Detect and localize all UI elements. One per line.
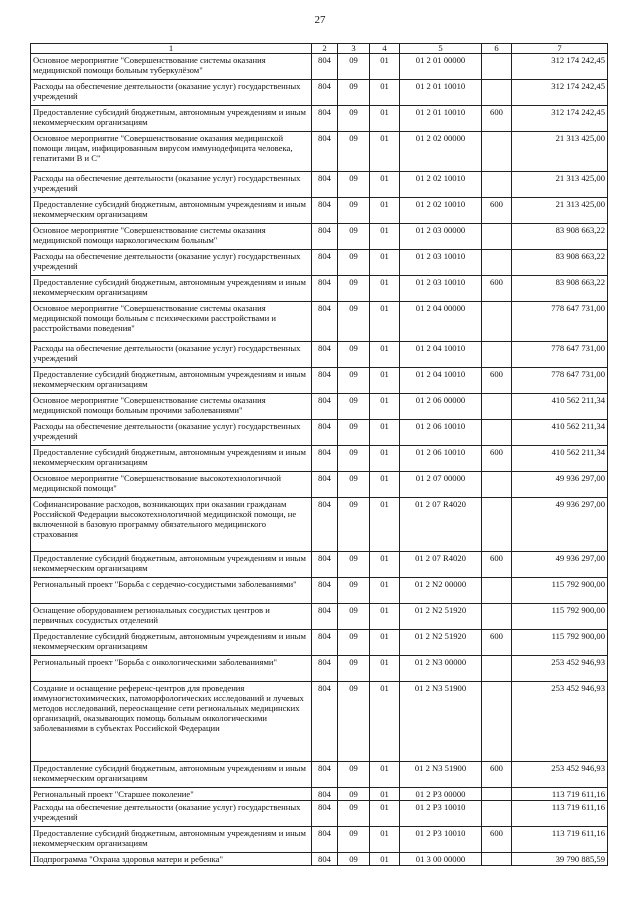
row-name: Предоставление субсидий бюджетным, автономным учреждениям и иным некоммерческим организациям <box>31 630 312 656</box>
row-amount: 312 174 242,45 <box>512 80 608 106</box>
section-code: 09 <box>338 446 370 472</box>
subsection-code: 01 <box>370 250 400 276</box>
section-code: 09 <box>338 552 370 578</box>
section-code: 09 <box>338 604 370 630</box>
table-row <box>31 446 608 472</box>
subsection-code: 01 <box>370 224 400 250</box>
row-amount: 778 647 731,00 <box>512 368 608 394</box>
grbs-code: 804 <box>312 762 338 788</box>
row-name: Основное мероприятие "Совершенствование системы оказания медицинской помощи больным с психическими расстройствами и расстройствами поведения" <box>31 302 312 342</box>
section-code: 09 <box>338 198 370 224</box>
expense-type-code: 600 <box>482 446 512 472</box>
table-row <box>31 630 608 656</box>
row-name: Основное мероприятие "Совершенствование высокотехнологичной медицинской помощи" <box>31 472 312 498</box>
page-number: 27 <box>314 14 326 26</box>
row-amount: 115 792 900,00 <box>512 578 608 604</box>
table-row <box>31 224 608 250</box>
grbs-code: 804 <box>312 80 338 106</box>
target-article-code: 01 2 01 00000 <box>400 54 482 80</box>
grbs-code: 804 <box>312 682 338 762</box>
expense-type-code <box>482 801 512 827</box>
expense-type-code <box>482 80 512 106</box>
table-row <box>31 302 608 342</box>
section-code: 09 <box>338 54 370 80</box>
target-article-code: 01 2 N3 00000 <box>400 656 482 682</box>
row-amount: 115 792 900,00 <box>512 630 608 656</box>
table-row <box>31 472 608 498</box>
expense-type-code <box>482 250 512 276</box>
column-number: 1 <box>31 44 312 54</box>
subsection-code: 01 <box>370 604 400 630</box>
target-article-code: 01 2 01 10010 <box>400 106 482 132</box>
grbs-code: 804 <box>312 132 338 172</box>
subsection-code: 01 <box>370 276 400 302</box>
subsection-code: 01 <box>370 801 400 827</box>
table-row <box>31 80 608 106</box>
row-amount: 115 792 900,00 <box>512 604 608 630</box>
row-name: Предоставление субсидий бюджетным, автономным учреждениям и иным некоммерческим организациям <box>31 827 312 853</box>
row-name: Основное мероприятие "Совершенствование оказания медицинской помощи лицам, инфицированным вирусом иммунодефицита человека, гепатитами В и С" <box>31 132 312 172</box>
section-code: 09 <box>338 656 370 682</box>
subsection-code: 01 <box>370 368 400 394</box>
row-amount: 410 562 211,34 <box>512 446 608 472</box>
section-code: 09 <box>338 827 370 853</box>
grbs-code: 804 <box>312 498 338 552</box>
subsection-code: 01 <box>370 302 400 342</box>
row-name: Расходы на обеспечение деятельности (оказание услуг) государственных учреждений <box>31 342 312 368</box>
row-amount: 410 562 211,34 <box>512 420 608 446</box>
column-number: 2 <box>312 44 338 54</box>
target-article-code: 01 2 P3 00000 <box>400 788 482 801</box>
subsection-code: 01 <box>370 342 400 368</box>
table-row <box>31 106 608 132</box>
row-amount: 113 719 611,16 <box>512 788 608 801</box>
row-amount: 778 647 731,00 <box>512 302 608 342</box>
table-row <box>31 656 608 682</box>
section-code: 09 <box>338 250 370 276</box>
target-article-code: 01 2 07 R4020 <box>400 552 482 578</box>
section-code: 09 <box>338 172 370 198</box>
expense-type-code: 600 <box>482 630 512 656</box>
subsection-code: 01 <box>370 578 400 604</box>
grbs-code: 804 <box>312 250 338 276</box>
grbs-code: 804 <box>312 472 338 498</box>
grbs-code: 804 <box>312 827 338 853</box>
table-row <box>31 827 608 853</box>
subsection-code: 01 <box>370 853 400 866</box>
subsection-code: 01 <box>370 552 400 578</box>
subsection-code: 01 <box>370 827 400 853</box>
row-name: Расходы на обеспечение деятельности (оказание услуг) государственных учреждений <box>31 420 312 446</box>
target-article-code: 01 2 P3 10010 <box>400 827 482 853</box>
row-name: Предоставление субсидий бюджетным, автономным учреждениям и иным некоммерческим организациям <box>31 368 312 394</box>
row-name: Основное мероприятие "Совершенствование системы оказания медицинской помощи больным туберкулёзом" <box>31 54 312 80</box>
section-code: 09 <box>338 682 370 762</box>
expense-type-code: 600 <box>482 198 512 224</box>
column-number-row <box>31 44 608 54</box>
section-code: 09 <box>338 342 370 368</box>
expense-type-code <box>482 788 512 801</box>
row-amount: 49 936 297,00 <box>512 472 608 498</box>
subsection-code: 01 <box>370 762 400 788</box>
section-code: 09 <box>338 472 370 498</box>
table-row <box>31 132 608 172</box>
target-article-code: 01 2 04 10010 <box>400 368 482 394</box>
target-article-code: 01 2 N2 51920 <box>400 630 482 656</box>
grbs-code: 804 <box>312 198 338 224</box>
expense-type-code <box>482 604 512 630</box>
expense-type-code: 600 <box>482 368 512 394</box>
expense-type-code: 600 <box>482 106 512 132</box>
target-article-code: 01 2 07 R4020 <box>400 498 482 552</box>
grbs-code: 804 <box>312 172 338 198</box>
target-article-code: 01 2 04 00000 <box>400 302 482 342</box>
section-code: 09 <box>338 420 370 446</box>
section-code: 09 <box>338 394 370 420</box>
row-name: Региональный проект "Старшее поколение" <box>31 788 312 801</box>
row-name: Предоставление субсидий бюджетным, автономным учреждениям и иным некоммерческим организациям <box>31 106 312 132</box>
subsection-code: 01 <box>370 498 400 552</box>
row-amount: 83 908 663,22 <box>512 224 608 250</box>
section-code: 09 <box>338 368 370 394</box>
table-row <box>31 788 608 801</box>
expense-type-code: 600 <box>482 552 512 578</box>
grbs-code: 804 <box>312 394 338 420</box>
section-code: 09 <box>338 224 370 250</box>
row-name: Оснащение оборудованием региональных сосудистых центров и первичных сосудистых отделений <box>31 604 312 630</box>
row-name: Предоставление субсидий бюджетным, автономным учреждениям и иным некоммерческим организациям <box>31 552 312 578</box>
section-code: 09 <box>338 106 370 132</box>
section-code: 09 <box>338 630 370 656</box>
section-code: 09 <box>338 80 370 106</box>
target-article-code: 01 2 02 10010 <box>400 172 482 198</box>
section-code: 09 <box>338 853 370 866</box>
column-number: 7 <box>512 44 608 54</box>
section-code: 09 <box>338 762 370 788</box>
expense-type-code <box>482 472 512 498</box>
row-amount: 778 647 731,00 <box>512 342 608 368</box>
column-number: 3 <box>338 44 370 54</box>
target-article-code: 01 2 06 10010 <box>400 446 482 472</box>
row-amount: 39 790 885,59 <box>512 853 608 866</box>
expense-type-code <box>482 853 512 866</box>
subsection-code: 01 <box>370 656 400 682</box>
row-amount: 253 452 946,93 <box>512 762 608 788</box>
grbs-code: 804 <box>312 604 338 630</box>
table-row <box>31 552 608 578</box>
row-name: Предоставление субсидий бюджетным, автономным учреждениям и иным некоммерческим организациям <box>31 762 312 788</box>
row-name: Софинансирование расходов, возникающих при оказании гражданам Российской Федерации высокотехнологичной медицинской помощи, не включенной в базовую программу обязательного медицинского страхования <box>31 498 312 552</box>
row-amount: 113 719 611,16 <box>512 827 608 853</box>
expense-type-code <box>482 224 512 250</box>
target-article-code: 01 2 03 10010 <box>400 250 482 276</box>
grbs-code: 804 <box>312 788 338 801</box>
row-amount: 410 562 211,34 <box>512 394 608 420</box>
grbs-code: 804 <box>312 853 338 866</box>
expense-type-code: 600 <box>482 827 512 853</box>
table-row <box>31 420 608 446</box>
target-article-code: 01 2 04 10010 <box>400 342 482 368</box>
target-article-code: 01 2 N2 00000 <box>400 578 482 604</box>
subsection-code: 01 <box>370 132 400 172</box>
subsection-code: 01 <box>370 198 400 224</box>
column-number: 6 <box>482 44 512 54</box>
section-code: 09 <box>338 578 370 604</box>
target-article-code: 01 2 01 10010 <box>400 80 482 106</box>
section-code: 09 <box>338 498 370 552</box>
grbs-code: 804 <box>312 368 338 394</box>
row-name: Предоставление субсидий бюджетным, автономным учреждениям и иным некоммерческим организациям <box>31 446 312 472</box>
budget-table <box>30 43 608 866</box>
section-code: 09 <box>338 132 370 172</box>
row-name: Подпрограмма "Охрана здоровья матери и ребенка" <box>31 853 312 866</box>
subsection-code: 01 <box>370 54 400 80</box>
expense-type-code <box>482 172 512 198</box>
grbs-code: 804 <box>312 420 338 446</box>
subsection-code: 01 <box>370 394 400 420</box>
table-row <box>31 198 608 224</box>
row-amount: 49 936 297,00 <box>512 552 608 578</box>
expense-type-code <box>482 394 512 420</box>
table-row <box>31 762 608 788</box>
budget-table-body <box>31 44 608 866</box>
row-name: Расходы на обеспечение деятельности (оказание услуг) государственных учреждений <box>31 172 312 198</box>
target-article-code: 01 2 N3 51900 <box>400 762 482 788</box>
grbs-code: 804 <box>312 224 338 250</box>
row-amount: 83 908 663,22 <box>512 276 608 302</box>
table-row <box>31 394 608 420</box>
expense-type-code <box>482 420 512 446</box>
subsection-code: 01 <box>370 106 400 132</box>
subsection-code: 01 <box>370 446 400 472</box>
table-row <box>31 250 608 276</box>
table-row <box>31 276 608 302</box>
row-name: Создание и оснащение референс-центров для проведения иммуногистохимических, патоморфологических исследований и лучевых методов исследований, переоснащение сети региональных медицинских организаций, оказывающих помощь больным онкологическими заболеваниями в субъектах Российской Федерации <box>31 682 312 762</box>
row-amount: 113 719 611,16 <box>512 801 608 827</box>
subsection-code: 01 <box>370 788 400 801</box>
target-article-code: 01 2 07 00000 <box>400 472 482 498</box>
grbs-code: 804 <box>312 446 338 472</box>
row-amount: 21 313 425,00 <box>512 132 608 172</box>
row-name: Региональный проект "Борьба с онкологическими заболеваниями" <box>31 656 312 682</box>
target-article-code: 01 2 06 10010 <box>400 420 482 446</box>
section-code: 09 <box>338 801 370 827</box>
table-row <box>31 368 608 394</box>
table-row <box>31 801 608 827</box>
target-article-code: 01 2 02 00000 <box>400 132 482 172</box>
grbs-code: 804 <box>312 276 338 302</box>
table-row <box>31 342 608 368</box>
row-amount: 253 452 946,93 <box>512 656 608 682</box>
column-number: 4 <box>370 44 400 54</box>
section-code: 09 <box>338 276 370 302</box>
target-article-code: 01 2 03 10010 <box>400 276 482 302</box>
row-name: Расходы на обеспечение деятельности (оказание услуг) государственных учреждений <box>31 801 312 827</box>
expense-type-code <box>482 302 512 342</box>
row-amount: 21 313 425,00 <box>512 172 608 198</box>
column-number: 5 <box>400 44 482 54</box>
subsection-code: 01 <box>370 420 400 446</box>
grbs-code: 804 <box>312 656 338 682</box>
grbs-code: 804 <box>312 302 338 342</box>
grbs-code: 804 <box>312 578 338 604</box>
row-name: Основное мероприятие "Совершенствование системы оказания медицинской помощи наркологическим больным" <box>31 224 312 250</box>
table-row <box>31 578 608 604</box>
expense-type-code: 600 <box>482 762 512 788</box>
grbs-code: 804 <box>312 54 338 80</box>
grbs-code: 804 <box>312 630 338 656</box>
table-row <box>31 853 608 866</box>
row-name: Предоставление субсидий бюджетным, автономным учреждениям и иным некоммерческим организациям <box>31 276 312 302</box>
subsection-code: 01 <box>370 682 400 762</box>
expense-type-code <box>482 132 512 172</box>
table-row <box>31 172 608 198</box>
row-name: Предоставление субсидий бюджетным, автономным учреждениям и иным некоммерческим организациям <box>31 198 312 224</box>
target-article-code: 01 2 N3 51900 <box>400 682 482 762</box>
expense-type-code <box>482 54 512 80</box>
table-row <box>31 682 608 762</box>
row-name: Расходы на обеспечение деятельности (оказание услуг) государственных учреждений <box>31 80 312 106</box>
table-row <box>31 54 608 80</box>
target-article-code: 01 3 00 00000 <box>400 853 482 866</box>
expense-type-code <box>482 656 512 682</box>
subsection-code: 01 <box>370 472 400 498</box>
grbs-code: 804 <box>312 801 338 827</box>
table-row <box>31 498 608 552</box>
expense-type-code <box>482 682 512 762</box>
row-name: Региональный проект "Борьба с сердечно-сосудистыми заболеваниями" <box>31 578 312 604</box>
target-article-code: 01 2 P3 10010 <box>400 801 482 827</box>
row-name: Основное мероприятие "Совершенствование системы оказания медицинской помощи больным прочими заболеваниями" <box>31 394 312 420</box>
row-amount: 312 174 242,45 <box>512 54 608 80</box>
row-amount: 83 908 663,22 <box>512 250 608 276</box>
target-article-code: 01 2 06 00000 <box>400 394 482 420</box>
target-article-code: 01 2 03 00000 <box>400 224 482 250</box>
subsection-code: 01 <box>370 630 400 656</box>
table-row <box>31 604 608 630</box>
target-article-code: 01 2 N2 51920 <box>400 604 482 630</box>
target-article-code: 01 2 02 10010 <box>400 198 482 224</box>
subsection-code: 01 <box>370 172 400 198</box>
grbs-code: 804 <box>312 106 338 132</box>
expense-type-code <box>482 578 512 604</box>
subsection-code: 01 <box>370 80 400 106</box>
expense-type-code: 600 <box>482 276 512 302</box>
row-amount: 312 174 242,45 <box>512 106 608 132</box>
row-name: Расходы на обеспечение деятельности (оказание услуг) государственных учреждений <box>31 250 312 276</box>
row-amount: 21 313 425,00 <box>512 198 608 224</box>
grbs-code: 804 <box>312 342 338 368</box>
row-amount: 253 452 946,93 <box>512 682 608 762</box>
row-amount: 49 936 297,00 <box>512 498 608 552</box>
grbs-code: 804 <box>312 552 338 578</box>
section-code: 09 <box>338 788 370 801</box>
section-code: 09 <box>338 302 370 342</box>
expense-type-code <box>482 498 512 552</box>
expense-type-code <box>482 342 512 368</box>
